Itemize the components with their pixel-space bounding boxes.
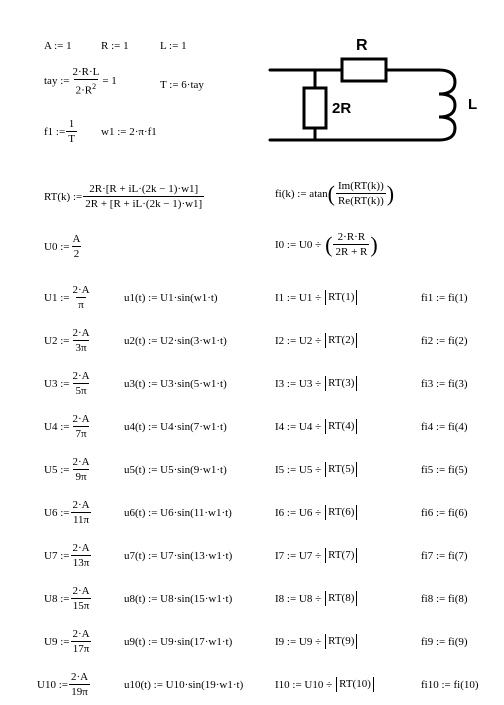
harmonic-U-denominator: 11π <box>72 514 90 526</box>
harmonic-RT-magnitude: RT(5) <box>325 462 357 477</box>
harmonic-I-lhs: I8 := U8 ÷ <box>275 592 322 605</box>
harmonic-I-definition <box>275 677 374 692</box>
RT-definition <box>44 183 205 210</box>
harmonic-U-fraction <box>70 413 91 440</box>
label-L: L <box>468 96 478 113</box>
harmonic-U-lhs: U3 := <box>44 377 70 390</box>
harmonic-U-lhs: U6 := <box>44 506 70 519</box>
harmonic-u-function: u1(t) := U1·sin(w1·t) <box>124 292 218 304</box>
harmonic-U-fraction <box>70 456 91 483</box>
harmonic-I-definition <box>275 333 357 348</box>
tay-numerator: 2·R·L <box>72 66 100 78</box>
harmonic-U-numerator: 2·A <box>72 628 90 640</box>
f1-numerator: 1 <box>68 118 75 130</box>
tay-definition <box>44 66 117 97</box>
harmonic-U-definition <box>44 327 93 354</box>
harmonic-I-lhs: I9 := U9 ÷ <box>275 635 322 648</box>
harmonic-U-definition <box>44 499 93 526</box>
tay-fraction <box>70 66 101 97</box>
harmonic-u-function: u9(t) := U9·sin(17·w1·t) <box>124 636 233 648</box>
harmonic-U-denominator: 7π <box>75 428 87 440</box>
harmonic-U-numerator: 2·A <box>72 413 90 425</box>
harmonic-U-fraction <box>69 671 90 698</box>
param-L: L := 1 <box>160 40 187 52</box>
I0-fraction <box>333 231 369 258</box>
harmonic-U-definition <box>44 542 93 569</box>
harmonic-I-lhs: I4 := U4 ÷ <box>275 420 322 433</box>
harmonic-I-definition <box>275 548 357 563</box>
harmonic-fi-definition: fi6 := fi(6) <box>421 507 468 519</box>
harmonic-I-definition <box>275 634 357 649</box>
resistor-R <box>342 59 386 81</box>
harmonic-U-definition <box>44 370 93 397</box>
T-definition: T := 6·tay <box>160 79 204 91</box>
harmonic-U-lhs: U4 := <box>44 420 70 433</box>
harmonic-fi-definition: fi8 := fi(8) <box>421 593 468 605</box>
tay-denominator-exponent: 2 <box>92 82 97 91</box>
harmonic-U-lhs: U7 := <box>44 549 70 562</box>
harmonic-U-numerator: 2·A <box>72 542 90 554</box>
harmonic-u-function: u6(t) := U6·sin(11·w1·t) <box>124 507 232 519</box>
harmonic-U-definition <box>37 671 91 698</box>
harmonic-fi-definition: fi9 := fi(9) <box>421 636 468 648</box>
harmonic-U-fraction <box>70 284 91 311</box>
f1-definition <box>44 118 78 145</box>
U0-definition <box>44 233 83 260</box>
U0-fraction <box>70 233 82 260</box>
harmonic-U-definition <box>44 628 93 655</box>
harmonic-u-function: u10(t) := U10·sin(19·w1·t) <box>124 679 244 691</box>
harmonic-I-lhs: I7 := U7 ÷ <box>275 549 322 562</box>
harmonic-RT-magnitude: RT(6) <box>325 505 357 520</box>
harmonic-U-lhs: U2 := <box>44 334 70 347</box>
harmonic-U-denominator: 17π <box>72 643 90 655</box>
harmonic-u-function: u7(t) := U7·sin(13·w1·t) <box>124 550 233 562</box>
harmonic-U-numerator: 2·A <box>72 284 90 296</box>
fi-definition: fi(k) := atan ( $\frac{Im(RT(k))}{Re(RT(k))}$ ) <box>275 180 395 207</box>
tay-result: = 1 <box>102 75 117 88</box>
harmonic-I-lhs: I2 := U2 ÷ <box>275 334 322 347</box>
harmonic-fi-definition: fi5 := fi(5) <box>421 464 468 476</box>
harmonic-u-function: u2(t) := U2·sin(3·w1·t) <box>124 335 227 347</box>
harmonic-I-definition <box>275 462 357 477</box>
harmonic-U-definition <box>44 456 93 483</box>
label-R: R <box>356 37 368 54</box>
harmonic-u-function: u3(t) := U3·sin(5·w1·t) <box>124 378 227 390</box>
circuit-diagram <box>262 30 498 150</box>
harmonic-I-lhs: I1 := U1 ÷ <box>275 291 322 304</box>
I0-definition: I0 := U0 ÷ ( $\frac{2\cdot R\cdot R}{2R + R}$ ) <box>275 231 378 258</box>
harmonic-I-lhs: I5 := U5 ÷ <box>275 463 322 476</box>
U0-lhs: U0 := <box>44 240 70 253</box>
harmonic-fi-definition: fi4 := fi(4) <box>421 421 468 433</box>
harmonic-U-lhs: U1 := <box>44 291 70 304</box>
harmonic-U-fraction <box>70 327 91 354</box>
harmonic-RT-magnitude: RT(7) <box>325 548 357 563</box>
fi-numerator: Im(RT(k)) <box>337 180 384 192</box>
harmonic-RT-magnitude: RT(2) <box>325 333 357 348</box>
RT-numerator: 2R·[R + iL·(2k − 1)·w1] <box>89 183 199 195</box>
harmonic-U-denominator: 9π <box>75 471 87 483</box>
harmonic-U-lhs: U10 := <box>37 678 68 691</box>
harmonic-RT-magnitude: RT(4) <box>325 419 357 434</box>
harmonic-U-denominator: 5π <box>75 385 87 397</box>
tay-denominator: $2\cdot R^2$ <box>74 79 99 97</box>
harmonic-RT-magnitude: RT(9) <box>325 634 357 649</box>
harmonic-U-lhs: U5 := <box>44 463 70 476</box>
harmonic-U-definition <box>44 585 93 612</box>
harmonic-U-denominator: 3π <box>75 342 87 354</box>
harmonic-RT-magnitude: RT(3) <box>325 376 357 391</box>
param-A: A := 1 <box>44 40 72 52</box>
harmonic-I-lhs: I6 := U6 ÷ <box>275 506 322 519</box>
I0-numerator: 2·R·R <box>337 231 366 243</box>
harmonic-RT-magnitude: RT(10) <box>336 677 374 692</box>
harmonic-I-definition <box>275 419 357 434</box>
harmonic-U-lhs: U9 := <box>44 635 70 648</box>
harmonic-U-denominator: π <box>78 299 84 311</box>
harmonic-fi-definition: fi1 := fi(1) <box>421 292 468 304</box>
harmonic-I-definition <box>275 505 357 520</box>
fi-denominator: Re(RT(k)) <box>337 195 384 207</box>
harmonic-U-numerator: 2·A <box>72 327 90 339</box>
RT-lhs: RT(k) := <box>44 190 83 203</box>
harmonic-U-definition <box>44 284 93 311</box>
harmonic-U-denominator: 15π <box>72 600 90 612</box>
harmonic-U-numerator: 2·A <box>72 499 90 511</box>
harmonic-fi-definition: fi7 := fi(7) <box>421 550 468 562</box>
harmonic-I-lhs: I10 := U10 ÷ <box>275 678 333 691</box>
harmonic-U-numerator: 2·A <box>72 370 90 382</box>
harmonic-I-lhs: I3 := U3 ÷ <box>275 377 322 390</box>
f1-fraction <box>66 118 77 145</box>
harmonic-U-fraction <box>70 499 91 526</box>
harmonic-U-fraction <box>70 585 91 612</box>
label-2R: 2R <box>332 100 352 117</box>
param-R: R := 1 <box>101 40 129 52</box>
harmonic-u-function: u5(t) := U5·sin(9·w1·t) <box>124 464 227 476</box>
harmonic-U-fraction <box>70 628 91 655</box>
U0-denominator: 2 <box>73 248 80 260</box>
harmonic-u-function: u8(t) := U8·sin(15·w1·t) <box>124 593 233 605</box>
harmonic-fi-definition: fi10 := fi(10) <box>421 679 479 691</box>
harmonic-fi-definition: fi3 := fi(3) <box>421 378 468 390</box>
I0-lhs: I0 := U0 ÷ <box>275 238 322 251</box>
harmonic-U-fraction <box>70 542 91 569</box>
fi-fraction <box>336 180 386 207</box>
fi-lhs: fi(k) := atan <box>275 187 328 200</box>
harmonic-U-fraction <box>70 370 91 397</box>
inductor-L <box>439 70 455 140</box>
harmonic-I-definition <box>275 376 357 391</box>
RT-denominator: 2R + [R + iL·(2k − 1)·w1] <box>85 198 203 210</box>
harmonic-U-numerator: 2·A <box>70 671 89 683</box>
w1-definition: w1 := 2·π·f1 <box>101 126 157 138</box>
harmonic-U-numerator: 2·A <box>72 585 90 597</box>
harmonic-RT-magnitude: RT(1) <box>325 290 357 305</box>
harmonic-I-definition <box>275 290 357 305</box>
harmonic-U-numerator: 2·A <box>72 456 90 468</box>
U0-numerator: A <box>72 233 81 245</box>
harmonic-U-denominator: 13π <box>72 557 90 569</box>
harmonic-U-lhs: U8 := <box>44 592 70 605</box>
harmonic-RT-magnitude: RT(8) <box>325 591 357 606</box>
I0-denominator: 2R + R <box>335 246 368 258</box>
f1-denominator: T <box>68 133 75 145</box>
tay-lhs: tay := <box>44 75 70 88</box>
harmonic-u-function: u4(t) := U4·sin(7·w1·t) <box>124 421 227 433</box>
harmonic-U-definition <box>44 413 93 440</box>
harmonic-fi-definition: fi2 := fi(2) <box>421 335 468 347</box>
f1-lhs: f1 := <box>44 125 66 138</box>
RT-fraction <box>83 183 204 210</box>
harmonic-U-denominator: 19π <box>71 686 88 698</box>
harmonic-I-definition <box>275 591 357 606</box>
resistor-2R <box>304 88 326 128</box>
